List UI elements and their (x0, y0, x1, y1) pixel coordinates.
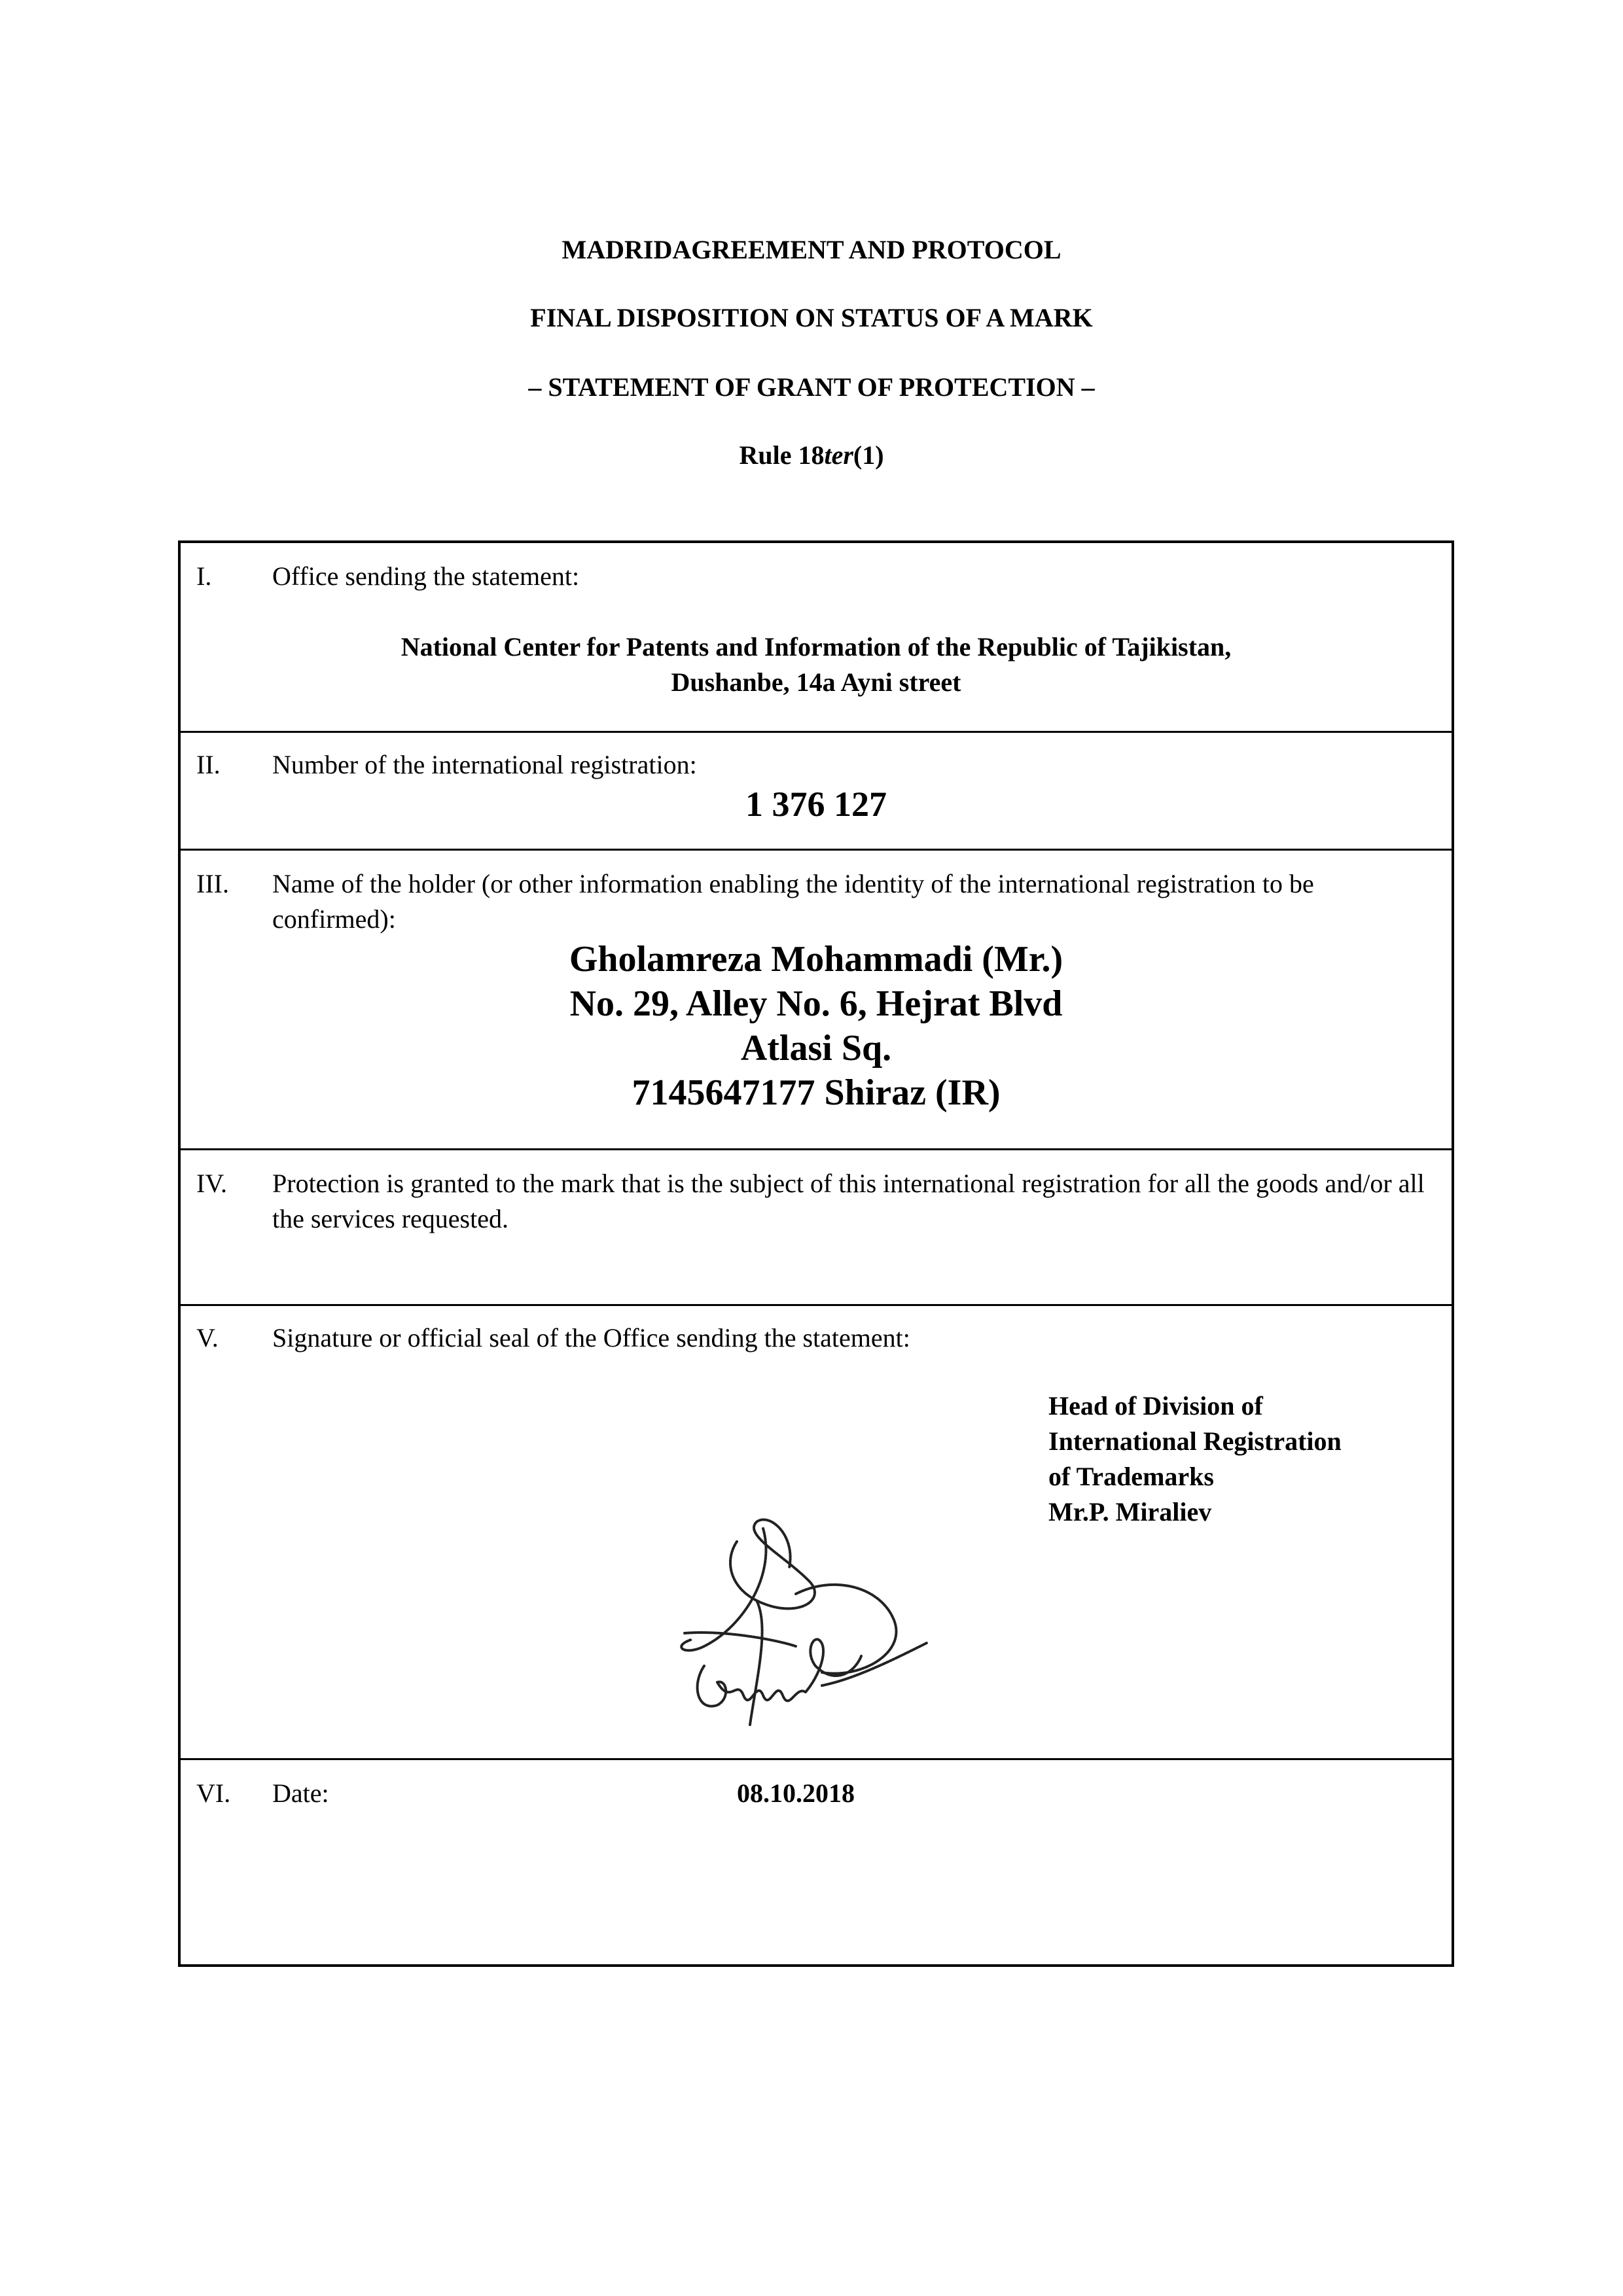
office-name: National Center for Patents and Information of the Republic of Tajikistan, (401, 632, 1232, 662)
signer-title-line: of Trademarks (1048, 1462, 1214, 1491)
section-label: Name of the holder (or other information enabling the identity of the international registration to be confirmed): (272, 869, 1314, 934)
rule-prefix: Rule 18 (739, 440, 825, 470)
section-date (181, 1760, 1452, 1964)
section-protection (181, 1150, 1452, 1306)
signer-name: Mr.P. Miraliev (1048, 1497, 1212, 1527)
section-number: I. (196, 561, 212, 591)
section-label: Date: (272, 1778, 329, 1808)
section-number: V. (196, 1323, 219, 1352)
section-label: Office sending the statement: (272, 561, 580, 591)
statement-form (178, 540, 1454, 1967)
signer-title-line: International Registration (1048, 1426, 1342, 1456)
agreement-title: MADRIDAGREEMENT AND PROTOCOL (562, 235, 1061, 264)
office-address: Dushanbe, 14a Ayni street (671, 667, 961, 697)
holder-address-line: No. 29, Alley No. 6, Hejrat Blvd (569, 983, 1063, 1024)
statement-title: – STATEMENT OF GRANT OF PROTECTION – (528, 372, 1095, 402)
disposition-title: FINAL DISPOSITION ON STATUS OF A MARK (530, 303, 1093, 332)
holder-address-line: 7145647177 Shiraz (IR) (632, 1072, 1001, 1113)
section-number: III. (196, 869, 229, 898)
section-number: VI. (196, 1778, 231, 1808)
handwritten-signature (665, 1515, 953, 1731)
holder-address-line: Atlasi Sq. (740, 1028, 892, 1069)
section-number: II. (196, 750, 221, 779)
registration-number: 1 376 127 (745, 785, 887, 824)
holder-name: Gholamreza Mohammadi (Mr.) (569, 939, 1063, 980)
statement-date: 08.10.2018 (737, 1778, 855, 1808)
section-number: IV. (196, 1169, 228, 1198)
section-office (181, 543, 1452, 733)
rule-italic: ter (824, 440, 853, 470)
section-signature (181, 1306, 1452, 1760)
rule-reference (0, 440, 1623, 471)
rule-suffix: (1) (853, 440, 884, 470)
section-registration (181, 733, 1452, 851)
protection-statement: Protection is granted to the mark that is the subject of this international registration for all the goods and/or all the services requested. (272, 1169, 1425, 1233)
section-holder (181, 851, 1452, 1150)
signer-title-line: Head of Division of (1048, 1391, 1263, 1421)
section-label: Signature or official seal of the Office sending the statement: (272, 1323, 910, 1352)
section-label: Number of the international registration: (272, 750, 697, 779)
